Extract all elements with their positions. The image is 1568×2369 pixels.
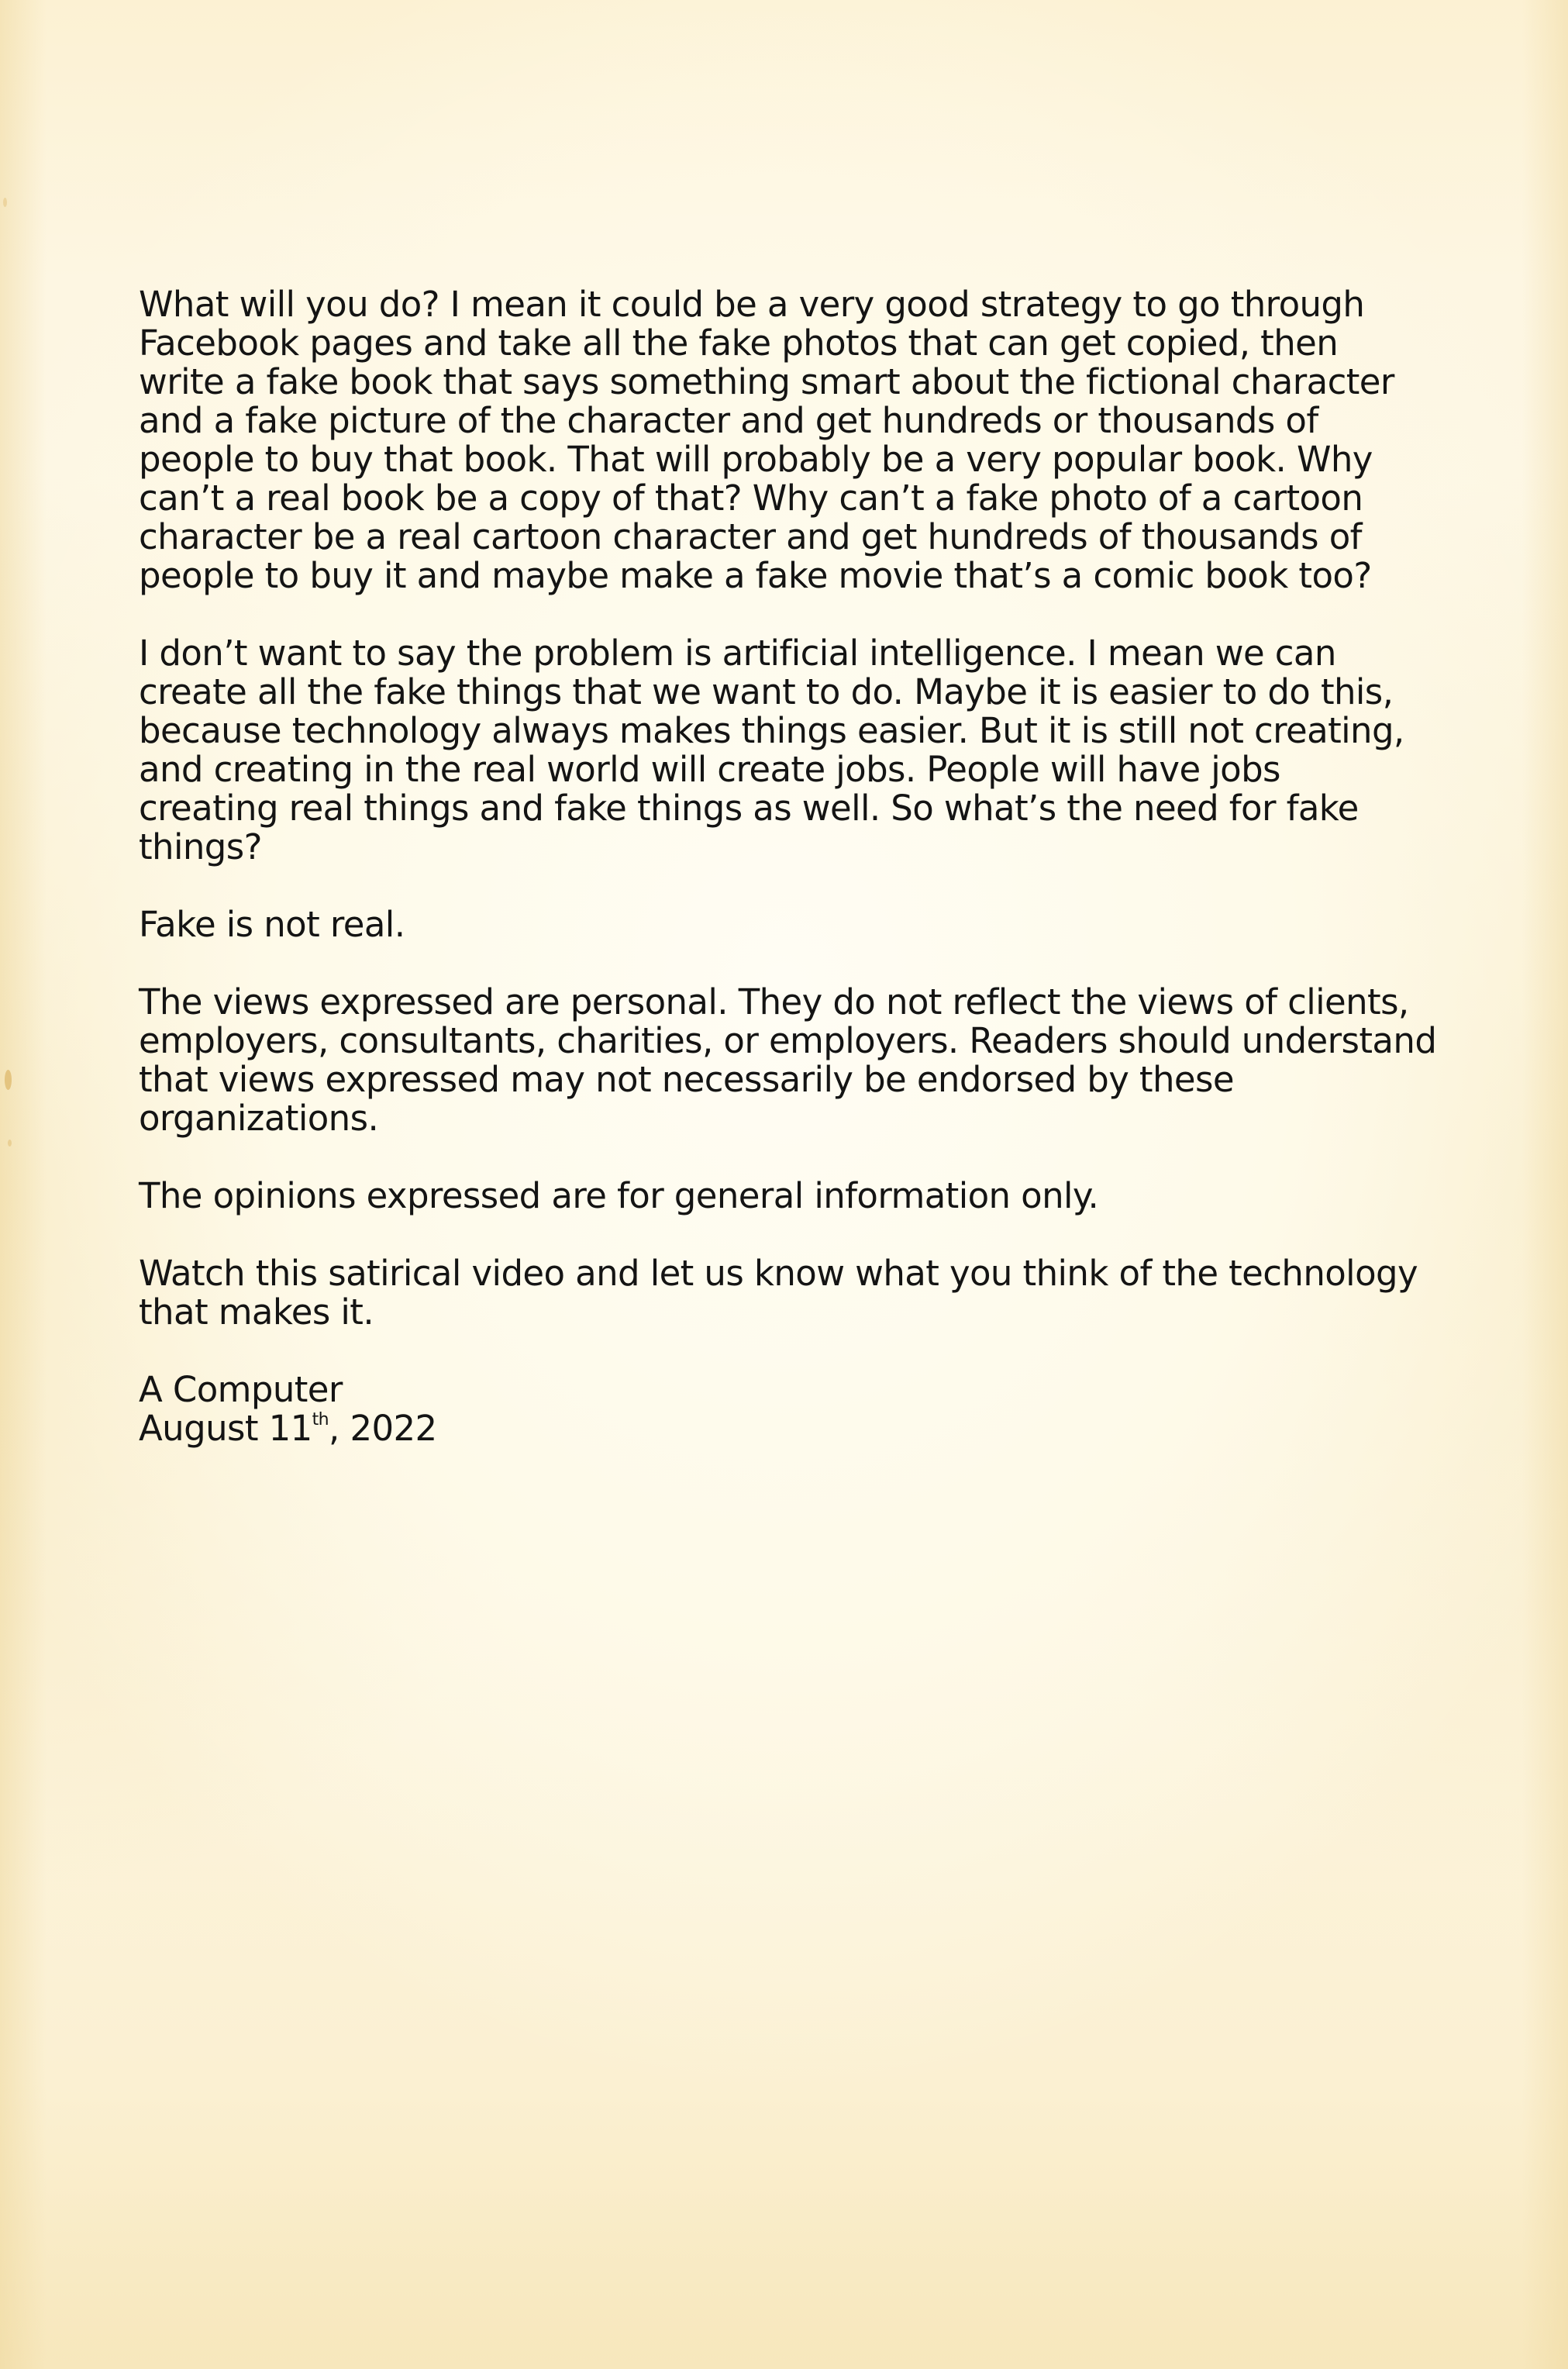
paper-stain — [3, 198, 7, 207]
paragraph-disclaimer-opinions: The opinions expressed are for general information only. — [139, 1175, 1099, 1216]
paper-edge-left — [0, 0, 47, 2369]
paragraph-fake-strategy: What will you do? I mean it could be a very good strategy to go through Facebook pages and take all the fake photos that can get copied, then write a fake book that says something smart about the fictional character and a fake picture of the character and get hundreds or thousands of people to buy that book. That will probably be a very popular book. Why can’t a real book be a copy of that? Why can’t a fake photo of a cartoon character be a real cartoon character and get hundreds of thousands of people to buy it and maybe make a fake movie that’s a comic book too? — [139, 284, 1394, 596]
document-body — [139, 285, 1441, 1448]
paper-stain — [8, 1140, 12, 1147]
signature-date-ordinal: th — [312, 1410, 329, 1429]
paper-edge-right — [1521, 0, 1568, 2369]
signature-block — [139, 1371, 1441, 1448]
signature-date — [139, 1409, 1441, 1448]
paragraph-fake-not-real: Fake is not real. — [139, 904, 405, 945]
paragraph-disclaimer-views: The views expressed are personal. They do not reflect the views of clients, employers, consultants, charities, or employers. Readers should understand that views expressed may not necessarily be endorsed by these organizations. — [139, 981, 1437, 1139]
paragraph-video-invite: Watch this satirical video and let us know what you think of the technology that makes it. — [139, 1253, 1418, 1333]
paragraph-artificial-intelligence: I don’t want to say the problem is artificial intelligence. I mean we can create all the fake things that we want to do. Maybe it is easier to do this, because technology always makes things easier. But it is still not creating, and creating in the real world will create jobs. People will have jobs creating real things and fake things as well. So what’s the need for fake things? — [139, 633, 1404, 867]
signature-author: A Computer — [139, 1369, 343, 1410]
signature-date-year: , 2022 — [329, 1408, 437, 1449]
paper-stain — [5, 1070, 12, 1090]
signature-date-month-day: August 11 — [139, 1408, 312, 1449]
